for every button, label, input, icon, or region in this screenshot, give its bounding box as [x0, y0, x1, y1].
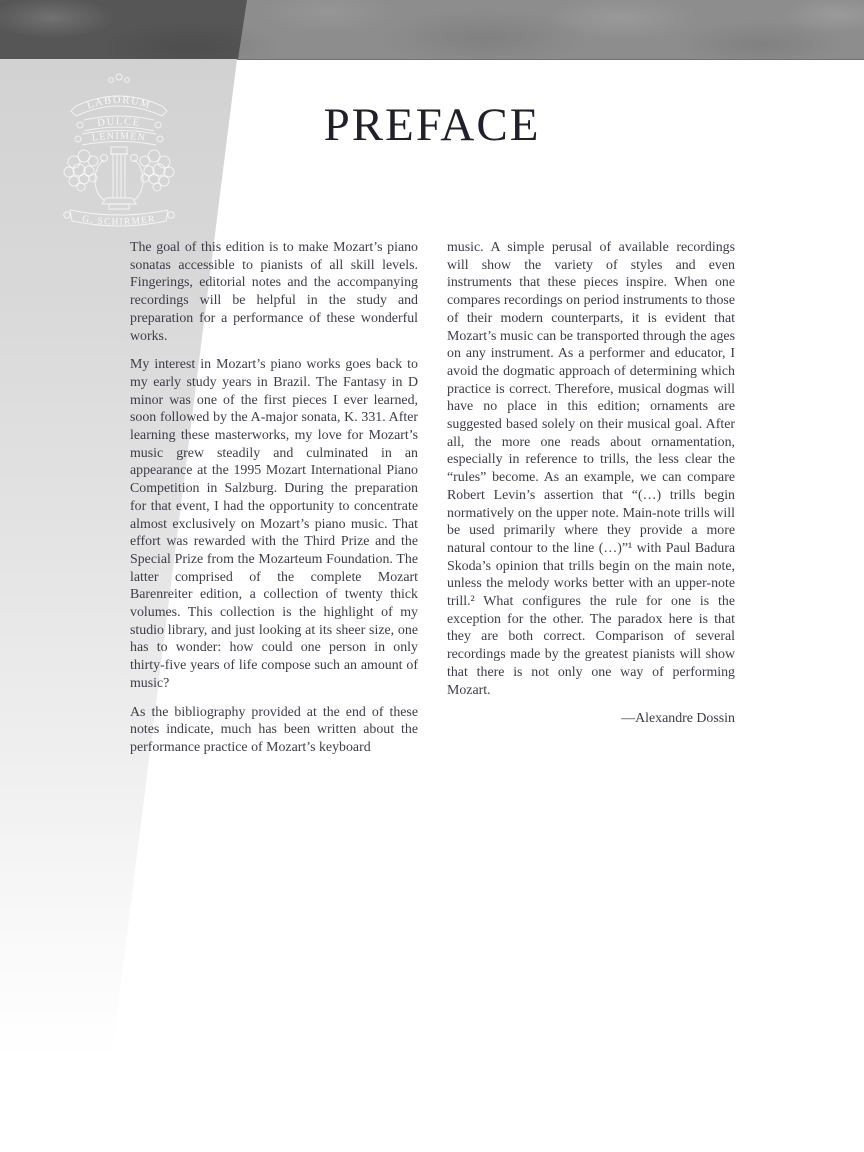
paragraph: music. A simple perusal of available recordings will show the variety of styles and even instruments that these pieces inspire. When one compares recordings on period instruments to those of their modern counterparts, it is evident that Mozart’s music can be transported through the ages on any instrument. As a performer and educator, I avoid the dogmatic approach of determining which practice is correct. Therefore, musical dogmas will have no place in this edition; ornaments are suggested based solely on their musical goal. After all, the more one reads about ornamentation, especially in reference to trills, the less clear the “rules” become. As an example, we can compare Robert Levin’s assertion that “(…) trills begin normatively on the upper note. Main-note trills will be used primarily where they provide a more natural contour to the line (…)”¹ with Paul Badura Skoda’s opinion that trills begin on the main note, unless the melody works better with an upper-note trill.² What configures the rule for one is the exception for the other. The paradox here is that they are both correct. Comparison of several recordings made by the greatest pianists will show that there is not only one way of performing Mozart.: [447, 240, 735, 698]
publisher-name-ribbon: [64, 210, 174, 228]
author-signature: —Alexandre Dossin: [621, 711, 735, 727]
svg-text:G. SCHIRMER: [81, 214, 156, 227]
top-cloud-band: [0, 0, 864, 60]
publisher-name: G. SCHIRMER: [81, 214, 157, 228]
right-column: [447, 239, 735, 757]
paragraph: As the bibliography provided at the end of these notes indicate, much has been written about the performance practice of Mozart’s keyboard: [130, 704, 418, 755]
paragraph: The goal of this edition is to make Mozart’s piano sonatas accessible to pianists of all skill levels. Fingerings, editorial notes and the accompanying recordings will be helpful in the study and preparation for a performance of these wonderful works.: [130, 240, 418, 344]
motto-word-dulce: DULCE: [96, 116, 142, 130]
paragraph: My interest in Mozart’s piano works goes back to my early study years in Brazil. The Fantasy in D minor was one of the first pieces I ever learned, soon followed by the A-major sonata, K. 331. After learning these masterworks, my love for Mozart’s music grew steadily and culminated in an appearance at the 1995 Mozart International Piano Competition in Salzburg. During the preparation for that event, I had the opportunity to concentrate almost exclusively on Mozart’s piano music. That effort was rewarded with the Third Prize and the Special Prize from the Mozarteum Foundation. The latter comprised of the complete Mozart Barenreiter edition, a collection of twenty thick volumes. This collection is the highlight of my studio library, and just looking at its sheer size, one has to wonder: how could one person in only thirty-five years of life compose such an amount of music?: [130, 357, 418, 691]
crest-foliage-left: [64, 150, 98, 191]
schirmer-crest-logo: [56, 70, 182, 230]
crest-foliage-right: [140, 150, 174, 191]
motto-word-lenimen: LENIMEN: [91, 130, 147, 144]
motto-word-laborum: LABORUM: [85, 94, 153, 112]
crest-top-ornament: [109, 74, 130, 82]
preface-body: [130, 239, 736, 757]
cloud-texture-overlay: [0, 0, 864, 59]
lyre-icon: [95, 154, 143, 209]
page-title: PREFACE: [323, 99, 541, 151]
left-column: [130, 239, 418, 757]
